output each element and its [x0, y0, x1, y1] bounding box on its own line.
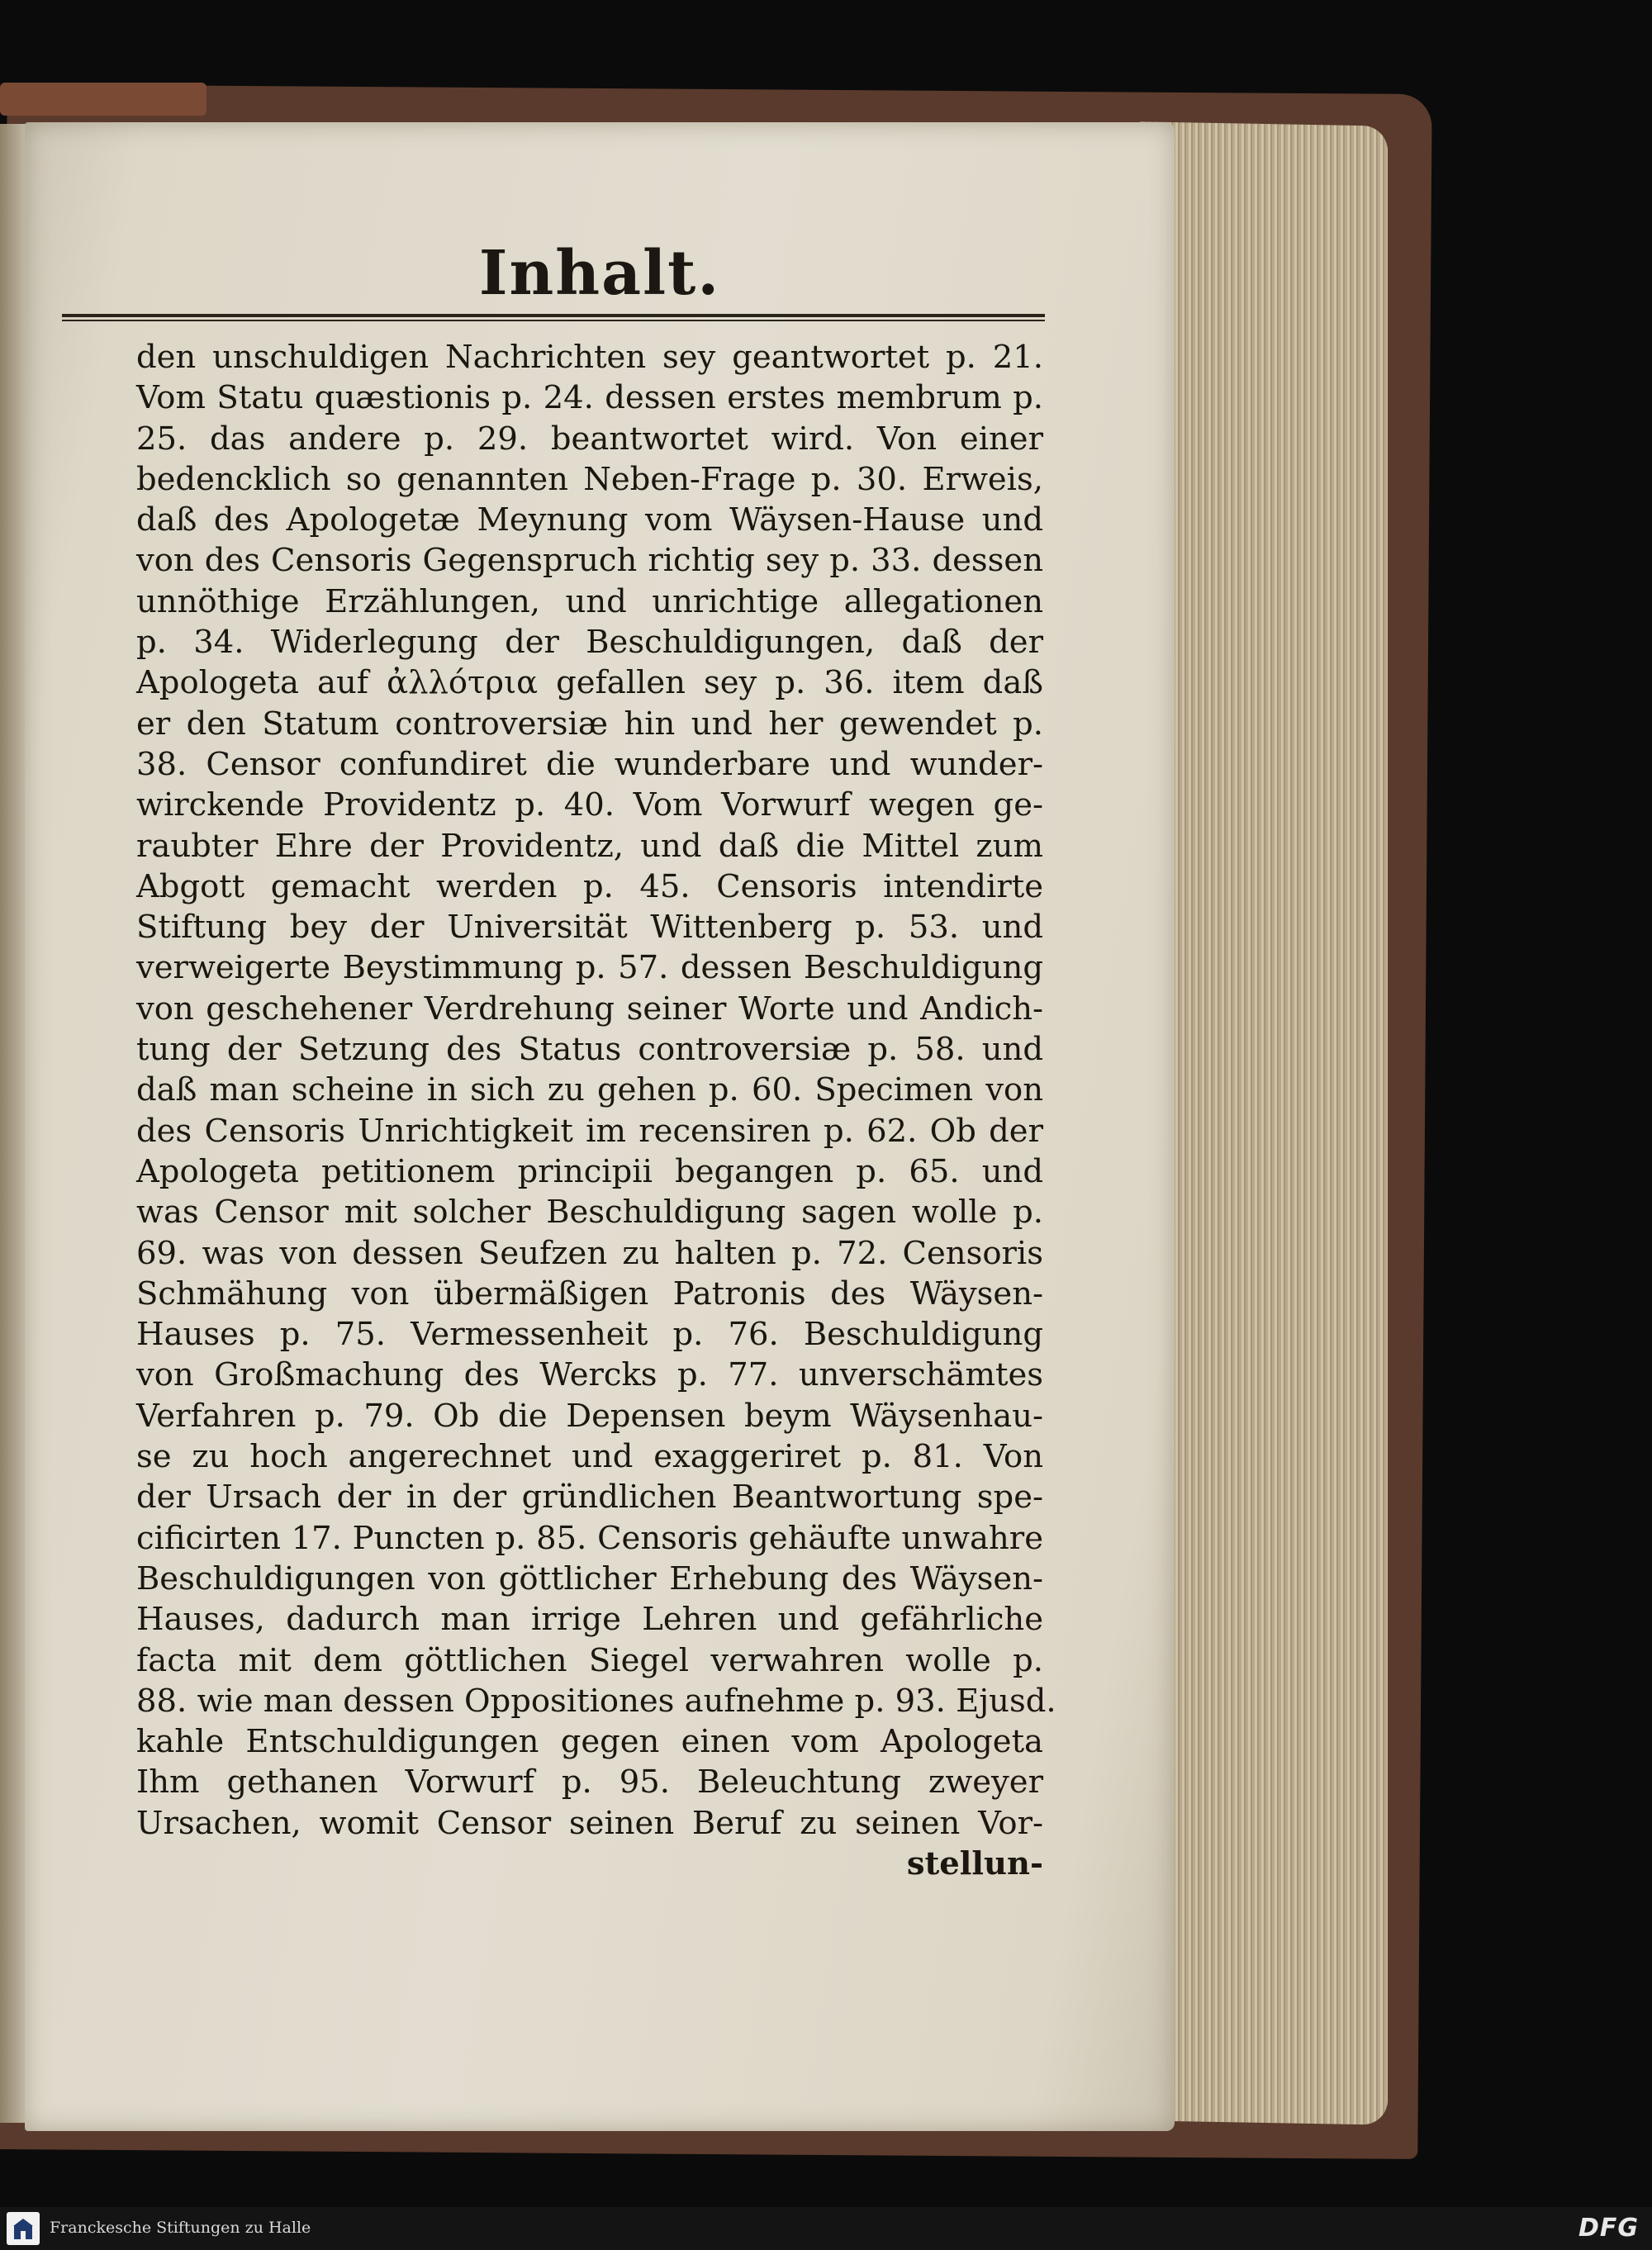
text-line: se zu hoch angerechnet und exaggeriret p. 81. Von	[136, 1438, 1043, 1476]
text-line: Beschuldigungen von göttlicher Erhebung des Wäysen-	[136, 1559, 1043, 1597]
text-line: 88. wie man dessen Oppositiones aufnehme p. 93. Ejusd.	[136, 1682, 1056, 1720]
source-label: Franckesche Stiftungen zu Halle	[50, 2219, 311, 2237]
text-line: Apologeta auf ἀλλότρια gefallen sey p. 36. item daß	[136, 664, 1043, 702]
text-line: bedencklich so genannten Neben-Frage p. 30. Erweis,	[136, 460, 1043, 498]
text-line: 25. das andere p. 29. beantwortet wird. Von einer	[136, 420, 1043, 458]
viewer-footer	[0, 2207, 1652, 2250]
text-line: unnöthige Erzählungen, und unrichtige allegationen	[136, 582, 1043, 620]
institution-logo-icon	[7, 2212, 40, 2245]
text-line: des Censoris Unrichtigkeit im recensiren p. 62. Ob der	[136, 1112, 1043, 1150]
page-text	[136, 337, 1056, 1884]
text-line: verweigerte Beystimmung p. 57. dessen Beschuldigung	[136, 949, 1043, 987]
page-edges	[1140, 121, 1388, 2124]
text-line: Stiftung bey der Universität Wittenberg p. 53. und	[136, 909, 1043, 947]
text-line: von Großmachung des Wercks p. 77. unverschämtes	[136, 1356, 1043, 1394]
text-line: Schmähung von übermäßigen Patronis des Wäysen-	[136, 1275, 1043, 1312]
text-line: der Ursach der in der gründlichen Beantwortung spe-	[136, 1479, 1043, 1517]
cover-flap	[0, 83, 206, 116]
book-page	[25, 122, 1175, 2131]
text-line: von geschehener Verdrehung seiner Worte und Andich-	[136, 990, 1043, 1028]
text-line: daß man scheine in sich zu gehen p. 60. Specimen von	[136, 1071, 1043, 1109]
text-line: Hauses, dadurch man irrige Lehren und gefährliche	[136, 1601, 1043, 1639]
building-icon	[12, 2216, 35, 2241]
dfg-logo: DFG	[1578, 2214, 1639, 2243]
text-line: Hauses p. 75. Vermessenheit p. 76. Beschuldigung	[136, 1316, 1043, 1354]
text-line: den unschuldigen Nachrichten sey geantwortet p. 21.	[136, 339, 1043, 376]
text-line: 38. Censor confundiret die wunderbare und wunder-	[136, 745, 1043, 783]
text-line: wirckende Providentz p. 40. Vom Vorwurf wegen ge-	[136, 786, 1043, 824]
text-line: cificirten 17. Puncten p. 85. Censoris gehäufte unwahre	[136, 1519, 1043, 1557]
text-line: Verfahren p. 79. Ob die Depensen beym Wäysenhau-	[136, 1397, 1043, 1435]
text-line: von des Censoris Gegenspruch richtig sey p. 33. dessen	[136, 542, 1043, 580]
text-line: Abgott gemacht werden p. 45. Censoris intendirte	[136, 867, 1043, 905]
text-line: kahle Entschuldigungen gegen einen vom Apologeta	[136, 1723, 1043, 1761]
page-header: Inhalt.	[478, 238, 721, 309]
text-line: Apologeta petitionem principii begangen p. 65. und	[136, 1152, 1043, 1190]
text-line: Vom Statu quæstionis p. 24. dessen erstes membrum p.	[136, 379, 1043, 417]
text-line: raubter Ehre der Providentz, und daß die Mittel zum	[136, 827, 1043, 865]
text-line: 69. was von dessen Seufzen zu halten p. 72. Censoris	[136, 1234, 1043, 1272]
catchword: stellun-	[906, 1844, 1043, 1882]
text-line: daß des Apologetæ Meynung vom Wäysen-Hause und	[136, 501, 1043, 539]
text-line: tung der Setzung des Status controversiæ p. 58. und	[136, 1031, 1043, 1069]
text-line: p. 34. Widerlegung der Beschuldigungen, daß der	[136, 624, 1043, 662]
header-rule	[62, 314, 1045, 321]
text-line: was Censor mit solcher Beschuldigung sagen wolle p.	[136, 1194, 1043, 1232]
text-line: Ursachen, womit Censor seinen Beruf zu seinen Vor-	[136, 1804, 1043, 1842]
text-line: facta mit dem göttlichen Siegel verwahren wolle p.	[136, 1641, 1043, 1679]
text-line: Ihm gethanen Vorwurf p. 95. Beleuchtung zweyer	[136, 1763, 1043, 1801]
text-line: er den Statum controversiæ hin und her gewendet p.	[136, 705, 1043, 743]
